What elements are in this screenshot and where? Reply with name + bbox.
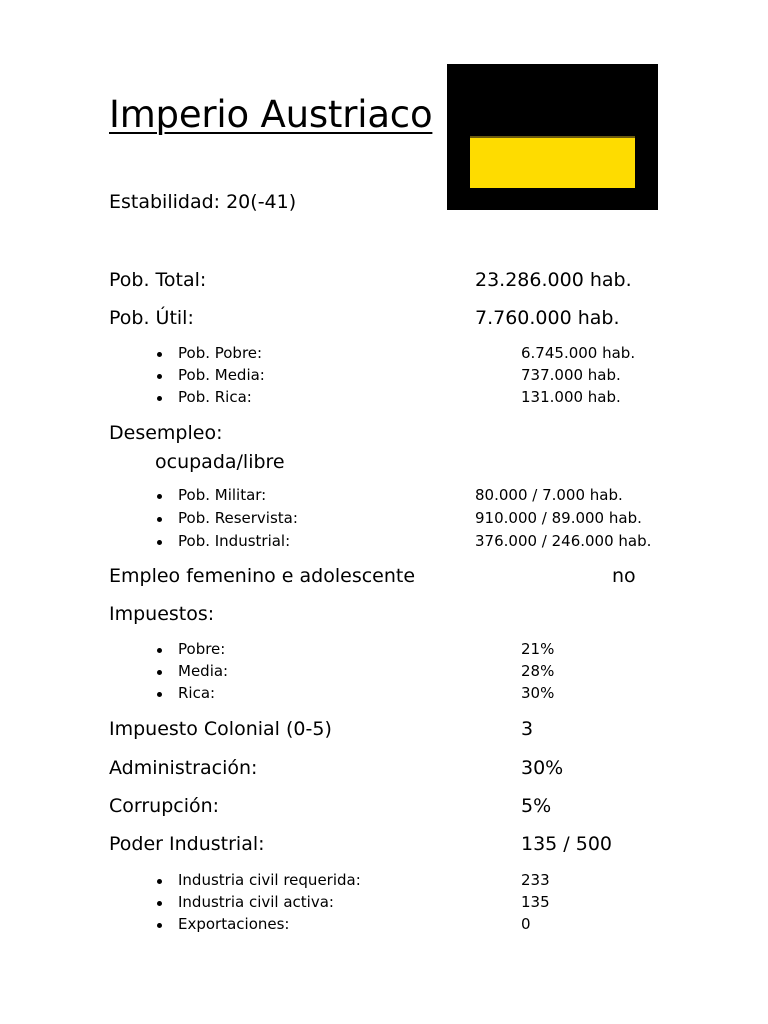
list-item-value: 233 [521,871,550,889]
impuesto-colonial-label: Impuesto Colonial (0-5) [109,718,332,740]
list-item-label: Pob. Media: [178,366,265,384]
list-item-label: Industria civil requerida: [178,871,361,889]
bullet-icon [157,396,162,401]
flag-yellow-band [470,136,635,188]
list-item-value: 910.000 / 89.000 hab. [475,509,642,527]
pob-total-label: Pob. Total: [109,269,207,291]
list-item-label: Pob. Reservista: [178,509,298,527]
list-item-value: 135 [521,893,550,911]
list-item-label: Pob. Militar: [178,486,267,504]
empleo-femenino-label: Empleo femenino e adolescente [109,565,416,587]
bullet-icon [157,648,162,653]
list-item-label: Pob. Pobre: [178,344,263,362]
impuestos-label: Impuestos: [109,603,215,625]
list-item-value: 376.000 / 246.000 hab. [475,532,652,550]
list-item-value: 131.000 hab. [521,388,621,406]
list-item-label: Pob. Industrial: [178,532,291,550]
list-item-value: 30% [521,684,555,702]
list-item-value: 28% [521,662,555,680]
bullet-icon [157,517,162,522]
list-item-value: 21% [521,640,555,658]
administracion-value: 30% [521,757,564,779]
list-item-label: Exportaciones: [178,915,290,933]
flag-image [447,64,658,210]
bullet-icon [157,879,162,884]
pob-util-label: Pob. Útil: [109,307,194,329]
bullet-icon [157,692,162,697]
list-item-value: 737.000 hab. [521,366,621,384]
bullet-icon [157,540,162,545]
corrupcion-value: 5% [521,795,552,817]
list-item-label: Pobre: [178,640,226,658]
list-item-value: 80.000 / 7.000 hab. [475,486,623,504]
list-item-label: Rica: [178,684,216,702]
list-item-label: Industria civil activa: [178,893,334,911]
bullet-icon [157,901,162,906]
desempleo-sub: ocupada/libre [155,451,285,473]
administracion-label: Administración: [109,757,258,779]
bullet-icon [157,494,162,499]
stability-text: Estabilidad: 20(-41) [109,191,297,213]
poder-industrial-value: 135 / 500 [521,833,613,855]
corrupcion-label: Corrupción: [109,795,220,817]
bullet-icon [157,923,162,928]
bullet-icon [157,374,162,379]
bullet-icon [157,352,162,357]
bullet-icon [157,670,162,675]
list-item-label: Pob. Rica: [178,388,252,406]
list-item-value: 6.745.000 hab. [521,344,636,362]
page-title: Imperio Austriaco [109,93,433,136]
list-item-value: 0 [521,915,531,933]
poder-industrial-label: Poder Industrial: [109,833,265,855]
desempleo-label: Desempleo: [109,422,223,444]
empleo-femenino-value: no [612,565,636,587]
pob-util-value: 7.760.000 hab. [475,307,620,329]
pob-total-value: 23.286.000 hab. [475,269,632,291]
impuesto-colonial-value: 3 [521,718,534,740]
list-item-label: Media: [178,662,229,680]
